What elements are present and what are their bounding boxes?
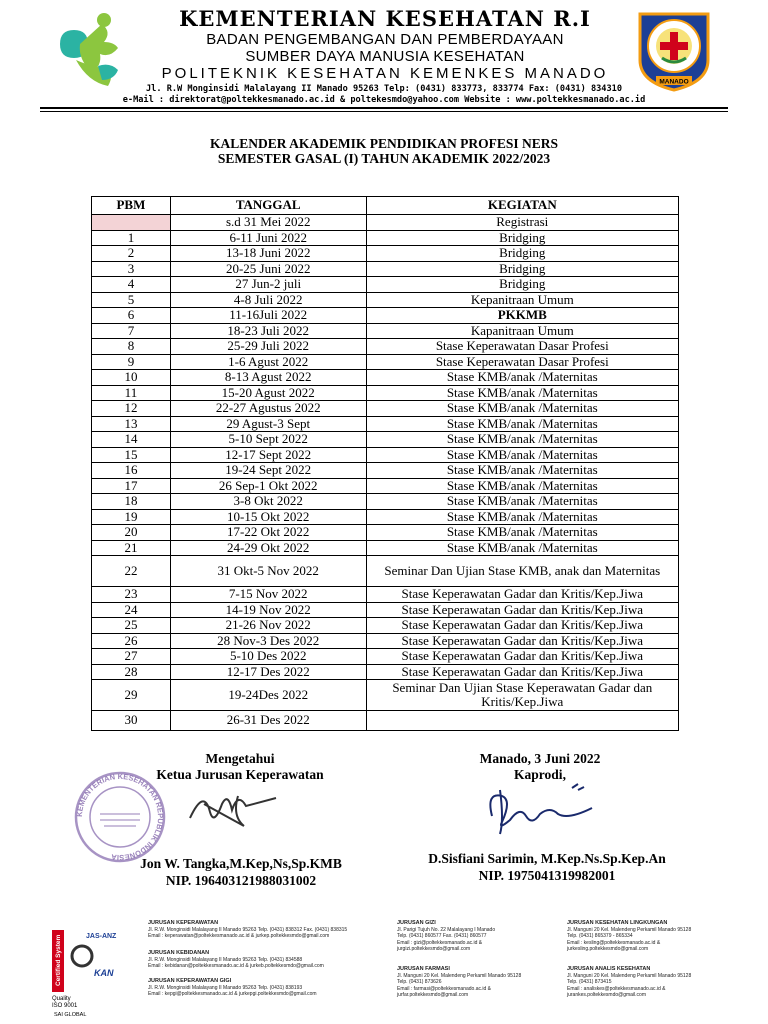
footer-department-block bbox=[567, 920, 691, 953]
letterhead-rule-thin bbox=[40, 111, 728, 112]
footer-department-detail: Email : kebidanan@poltekkesmanado.ac.id & jurkeb.poltekkesmdo@gmail.com bbox=[148, 963, 324, 969]
table-row bbox=[92, 370, 679, 386]
table-row bbox=[92, 308, 679, 324]
kegiatan-cell: Bridging bbox=[366, 261, 678, 277]
footer-department-detail: Jl. Parigi Tujuh No. 22 Malalayang I Manado bbox=[397, 926, 496, 933]
kan-label: KAN bbox=[94, 968, 114, 978]
pbm-cell: 19 bbox=[92, 509, 171, 525]
kegiatan-cell: Stase KMB/anak /Maternitas bbox=[366, 494, 678, 510]
header-tanggal: TANGGAL bbox=[170, 197, 366, 215]
kegiatan-cell: Stase KMB/anak /Maternitas bbox=[366, 509, 678, 525]
kegiatan-cell: Stase Keperawatan Gadar dan Kritis/Kep.Jiwa bbox=[366, 618, 678, 634]
kegiatan-cell: Stase KMB/anak /Maternitas bbox=[366, 447, 678, 463]
table-row bbox=[92, 633, 679, 649]
pbm-cell: 3 bbox=[92, 261, 171, 277]
table-row bbox=[92, 664, 679, 680]
iso-certification-icon bbox=[52, 926, 136, 1018]
table-row bbox=[92, 230, 679, 246]
kegiatan-cell: Bridging bbox=[366, 277, 678, 293]
letterhead-ministry: KEMENTERIAN KESEHATAN R.I bbox=[179, 6, 591, 31]
kegiatan-cell: Stase KMB/anak /Maternitas bbox=[366, 463, 678, 479]
table-row bbox=[92, 680, 679, 711]
letterhead-address: Jl. R.W Monginsidi Malalayang II Manado 95263 Telp: (0431) 833773, 833774 Fax: (0431) 834310 bbox=[146, 84, 622, 94]
poltekkes-seal-icon bbox=[632, 8, 716, 94]
header-kegiatan: KEGIATAN bbox=[366, 197, 678, 215]
footer-department-name: JURUSAN FARMASI bbox=[397, 966, 450, 972]
kegiatan-cell: Seminar Dan Ujian Stase Keperawatan Gadar dan Kritis/Kep.Jiwa bbox=[366, 680, 678, 711]
tanggal-cell: 12-17 Des 2022 bbox=[170, 664, 366, 680]
kegiatan-cell bbox=[366, 711, 678, 731]
tanggal-cell: 22-27 Agustus 2022 bbox=[170, 401, 366, 417]
pbm-cell: 11 bbox=[92, 385, 171, 401]
pbm-cell: 13 bbox=[92, 416, 171, 432]
footer-department-detail: jurankes.poltekkesmdo@gmail.com bbox=[567, 992, 646, 998]
footer-department-detail: Jl. Manguni 20 Kel. Malendeng Perkamil Manado 95128 bbox=[567, 926, 692, 933]
kegiatan-cell: Stase Keperawatan Dasar Profesi bbox=[366, 354, 678, 370]
tanggal-cell: 11-16Juli 2022 bbox=[170, 308, 366, 324]
pbm-cell: 9 bbox=[92, 354, 171, 370]
pbm-cell: 15 bbox=[92, 447, 171, 463]
tanggal-cell: 5-10 Sept 2022 bbox=[170, 432, 366, 448]
table-row bbox=[92, 292, 679, 308]
tanggal-cell: 19-24Des 2022 bbox=[170, 680, 366, 711]
footer-department-detail: Jl. Manguni 20 Kel. Malendeng Perkamil Manado 95128 bbox=[397, 972, 522, 979]
table-row bbox=[92, 277, 679, 293]
footer-department-detail: Telp. (0431) 873626 bbox=[397, 979, 442, 985]
footer-department-name: JURUSAN KEBIDANAN bbox=[148, 950, 210, 956]
footer-department-detail: Jl. Manguni 20 Kel. Malendeng Perkamil Manado 95128 bbox=[567, 972, 692, 979]
tanggal-cell: 25-29 Juli 2022 bbox=[170, 339, 366, 355]
kegiatan-cell: Kepanitraan Umum bbox=[366, 292, 678, 308]
left-signer-title: Ketua Jurusan Keperawatan bbox=[156, 767, 324, 782]
footer-department-name: JURUSAN GIZI bbox=[397, 920, 436, 926]
table-row bbox=[92, 339, 679, 355]
table-row bbox=[92, 215, 679, 231]
kegiatan-cell: Stase Keperawatan Gadar dan Kritis/Kep.Jiwa bbox=[366, 587, 678, 603]
pbm-cell: 24 bbox=[92, 602, 171, 618]
pbm-cell: 17 bbox=[92, 478, 171, 494]
tanggal-cell: 7-15 Nov 2022 bbox=[170, 587, 366, 603]
kegiatan-cell: Stase KMB/anak /Maternitas bbox=[366, 416, 678, 432]
tanggal-cell: 15-20 Agust 2022 bbox=[170, 385, 366, 401]
tanggal-cell: 1-6 Agust 2022 bbox=[170, 354, 366, 370]
footer-department-detail: Email : kepgi@poltekkesmanado.ac.id & jurkepgi.poltekkesmdo@gmail.com bbox=[148, 991, 317, 997]
right-signature-icon bbox=[478, 780, 598, 840]
footer-department-block bbox=[567, 966, 691, 999]
table-row bbox=[92, 354, 679, 370]
table-row bbox=[92, 432, 679, 448]
footer-department-detail: jurfar.poltekkesmdo@gmail.com bbox=[397, 992, 469, 998]
tanggal-cell: 31 Okt-5 Nov 2022 bbox=[170, 556, 366, 587]
table-row bbox=[92, 261, 679, 277]
tanggal-cell: 10-15 Okt 2022 bbox=[170, 509, 366, 525]
table-row bbox=[92, 323, 679, 339]
table-row bbox=[92, 649, 679, 665]
table-row bbox=[92, 602, 679, 618]
seal-label: MANADO bbox=[659, 78, 689, 86]
tanggal-cell: 6-11 Juni 2022 bbox=[170, 230, 366, 246]
letterhead-contact: e-Mail : direktorat@poltekkesmanado.ac.id & poltekesmdo@yahoo.com Website : www.poltekkesmanado.ac.id bbox=[122, 95, 646, 105]
footer-department-detail: Jl. R.W. Monginsidi Malalayang II Manado 95263 Telp. (0431) 838312 Fax. (0431) 838315 bbox=[148, 926, 348, 933]
tanggal-cell: 28 Nov-3 Des 2022 bbox=[170, 633, 366, 649]
table-header-row bbox=[92, 197, 679, 215]
signing-place-date: Manado, 3 Juni 2022 bbox=[479, 751, 601, 766]
footer-department-block bbox=[148, 978, 317, 998]
right-signer-name: D.Sisfiani Sarimin, M.Kep.Ns.Sp.Kep.An bbox=[428, 851, 666, 866]
stamp-text: KEMENTERIAN KESEHATAN REPUBLIK INDONESIA bbox=[74, 771, 166, 863]
table-row bbox=[92, 463, 679, 479]
table-row bbox=[92, 525, 679, 541]
kegiatan-cell: Stase Keperawatan Gadar dan Kritis/Kep.Jiwa bbox=[366, 649, 678, 665]
kegiatan-cell: Kapanitraan Umum bbox=[366, 323, 678, 339]
footer-department-detail: Email : kesling@poltekkesmanado.ac.id & bbox=[567, 939, 661, 946]
academic-calendar-table bbox=[91, 196, 679, 731]
document-title: KALENDER AKADEMIK PENDIDIKAN PROFESI NERS bbox=[209, 136, 559, 151]
pbm-cell: 12 bbox=[92, 401, 171, 417]
jas-anz-label: JAS-ANZ bbox=[86, 933, 117, 940]
kegiatan-cell: Stase KMB/anak /Maternitas bbox=[366, 385, 678, 401]
table-row bbox=[92, 494, 679, 510]
pbm-cell: 25 bbox=[92, 618, 171, 634]
footer-department-block bbox=[397, 920, 495, 953]
pbm-cell: 8 bbox=[92, 339, 171, 355]
table-row bbox=[92, 556, 679, 587]
tanggal-cell: 27 Jun-2 juli bbox=[170, 277, 366, 293]
tanggal-cell: 20-25 Juni 2022 bbox=[170, 261, 366, 277]
footer-department-block bbox=[397, 966, 521, 999]
kegiatan-cell: Stase Keperawatan Gadar dan Kritis/Kep.Jiwa bbox=[366, 602, 678, 618]
footer-department-detail: Jl. R.W. Monginsidi Malalayang II Manado 95263 Telp. (0431) 838193 bbox=[148, 984, 303, 991]
kegiatan-cell: Stase KMB/anak /Maternitas bbox=[366, 370, 678, 386]
tanggal-cell: s.d 31 Mei 2022 bbox=[170, 215, 366, 231]
table-row bbox=[92, 401, 679, 417]
footer-department-detail: jurkesling.poltekkesmdo@gmail.com bbox=[567, 946, 649, 952]
footer-department-detail: Telp. (0431) 873415 bbox=[567, 979, 612, 985]
pbm-cell: 29 bbox=[92, 680, 171, 711]
quality-label: Quality bbox=[52, 996, 71, 1002]
pbm-cell: 1 bbox=[92, 230, 171, 246]
kegiatan-cell: Stase KMB/anak /Maternitas bbox=[366, 525, 678, 541]
tanggal-cell: 17-22 Okt 2022 bbox=[170, 525, 366, 541]
left-signer-name: Jon W. Tangka,M.Kep,Ns,Sp.KMB bbox=[140, 856, 342, 871]
footer-department-name: JURUSAN KEPERAWATAN bbox=[148, 920, 219, 926]
kegiatan-cell: Stase KMB/anak /Maternitas bbox=[366, 478, 678, 494]
footer-department-name: JURUSAN KEPERAWATAN GIGI bbox=[148, 978, 232, 984]
tanggal-cell: 18-23 Juli 2022 bbox=[170, 323, 366, 339]
kegiatan-cell: Stase Keperawatan Gadar dan Kritis/Kep.Jiwa bbox=[366, 664, 678, 680]
iso-label: ISO 9001 bbox=[52, 1003, 78, 1009]
pbm-cell: 27 bbox=[92, 649, 171, 665]
pbm-cell: 14 bbox=[92, 432, 171, 448]
tanggal-cell: 3-8 Okt 2022 bbox=[170, 494, 366, 510]
table-row bbox=[92, 618, 679, 634]
tanggal-cell: 14-19 Nov 2022 bbox=[170, 602, 366, 618]
pbm-cell bbox=[92, 215, 171, 231]
kegiatan-cell: Registrasi bbox=[366, 215, 678, 231]
pbm-cell: 2 bbox=[92, 246, 171, 262]
pbm-cell: 10 bbox=[92, 370, 171, 386]
right-signer-title: Kaprodi, bbox=[514, 767, 566, 782]
left-signature-icon bbox=[186, 784, 286, 834]
footer-department-detail: jurgizi.poltekkesmdo@gmail.com bbox=[397, 946, 471, 952]
pbm-cell: 7 bbox=[92, 323, 171, 339]
right-signer-nip: NIP. 1975041319982001 bbox=[478, 868, 616, 883]
kemenkes-logo-icon bbox=[46, 6, 136, 92]
footer-department-name: JURUSAN ANALIS KESEHATAN bbox=[567, 966, 651, 972]
table-row bbox=[92, 416, 679, 432]
pbm-cell: 30 bbox=[92, 711, 171, 731]
footer-department-detail: Email : farmasi@poltekkesmanado.ac.id & bbox=[397, 985, 492, 992]
tanggal-cell: 26-31 Des 2022 bbox=[170, 711, 366, 731]
kegiatan-cell: Bridging bbox=[366, 230, 678, 246]
letterhead-agency: BADAN PENGEMBANGAN DAN PEMBERDAYAAN bbox=[206, 31, 564, 48]
kegiatan-cell: Stase Keperawatan Gadar dan Kritis/Kep.Jiwa bbox=[366, 633, 678, 649]
pbm-cell: 4 bbox=[92, 277, 171, 293]
pbm-cell: 18 bbox=[92, 494, 171, 510]
letterhead-rule bbox=[40, 107, 728, 109]
letterhead-institution: POLITEKNIK KESEHATAN KEMENKES MANADO bbox=[161, 65, 609, 82]
cert-system-label: Certified System bbox=[55, 934, 62, 986]
pbm-cell: 22 bbox=[92, 556, 171, 587]
sai-global-label: SAI GLOBAL bbox=[54, 1012, 87, 1018]
footer-department-detail: Email : analiskes@poltekkesmanado.ac.id & bbox=[567, 985, 666, 992]
table-row bbox=[92, 711, 679, 731]
kegiatan-cell: Seminar Dan Ujian Stase KMB, anak dan Maternitas bbox=[366, 556, 678, 587]
tanggal-cell: 29 Agust-3 Sept bbox=[170, 416, 366, 432]
acknowledged-label: Mengetahui bbox=[205, 751, 275, 766]
tanggal-cell: 8-13 Agust 2022 bbox=[170, 370, 366, 386]
footer-department-name: JURUSAN KESEHATAN LINGKUNGAN bbox=[567, 920, 668, 926]
left-signer-nip: NIP. 196403121988031002 bbox=[165, 873, 317, 888]
tanggal-cell: 5-10 Des 2022 bbox=[170, 649, 366, 665]
kegiatan-cell: Stase KMB/anak /Maternitas bbox=[366, 432, 678, 448]
footer-department-detail: Email : keperawatan@poltekkesmanado.ac.id & jurkep.poltekkesmdo@gmail.com bbox=[148, 933, 330, 939]
tanggal-cell: 24-29 Okt 2022 bbox=[170, 540, 366, 556]
kegiatan-cell: Bridging bbox=[366, 246, 678, 262]
pbm-cell: 16 bbox=[92, 463, 171, 479]
footer-department-detail: Telp. (0431) 865379 - 865334 bbox=[567, 933, 633, 939]
tanggal-cell: 12-17 Sept 2022 bbox=[170, 447, 366, 463]
kegiatan-cell: Stase KMB/anak /Maternitas bbox=[366, 401, 678, 417]
pbm-cell: 6 bbox=[92, 308, 171, 324]
letterhead-agency-sub: SUMBER DAYA MANUSIA KESEHATAN bbox=[245, 48, 525, 65]
footer-department-detail: Email : gizi@poltekkesmanado.ac.id & bbox=[397, 939, 483, 946]
pbm-cell: 23 bbox=[92, 587, 171, 603]
kegiatan-cell: PKKMB bbox=[366, 308, 678, 324]
table-row bbox=[92, 587, 679, 603]
kegiatan-cell: Stase KMB/anak /Maternitas bbox=[366, 540, 678, 556]
pbm-cell: 28 bbox=[92, 664, 171, 680]
kegiatan-cell: Stase Keperawatan Dasar Profesi bbox=[366, 339, 678, 355]
pbm-cell: 5 bbox=[92, 292, 171, 308]
table-row bbox=[92, 478, 679, 494]
pbm-cell: 21 bbox=[92, 540, 171, 556]
tanggal-cell: 13-18 Juni 2022 bbox=[170, 246, 366, 262]
official-stamp-icon bbox=[70, 770, 170, 864]
tanggal-cell: 21-26 Nov 2022 bbox=[170, 618, 366, 634]
footer-department-block bbox=[148, 920, 347, 940]
footer-department-detail: Telp. (0431) 860577 Fax. (0431) 860577 bbox=[397, 933, 487, 939]
pbm-cell: 26 bbox=[92, 633, 171, 649]
table-row bbox=[92, 540, 679, 556]
table-row bbox=[92, 447, 679, 463]
table-row bbox=[92, 385, 679, 401]
tanggal-cell: 26 Sep-1 Okt 2022 bbox=[170, 478, 366, 494]
footer-department-block bbox=[148, 950, 324, 970]
footer-department-detail: Jl. R.W. Monginsidi Malalayang II Manado 95263 Telp. (0431) 834588 bbox=[148, 956, 303, 963]
table-row bbox=[92, 509, 679, 525]
tanggal-cell: 19-24 Sept 2022 bbox=[170, 463, 366, 479]
pbm-cell: 20 bbox=[92, 525, 171, 541]
table-row bbox=[92, 246, 679, 262]
header-pbm: PBM bbox=[92, 197, 171, 215]
tanggal-cell: 4-8 Juli 2022 bbox=[170, 292, 366, 308]
document-subtitle: SEMESTER GASAL (I) TAHUN AKADEMIK 2022/2023 bbox=[217, 151, 551, 166]
